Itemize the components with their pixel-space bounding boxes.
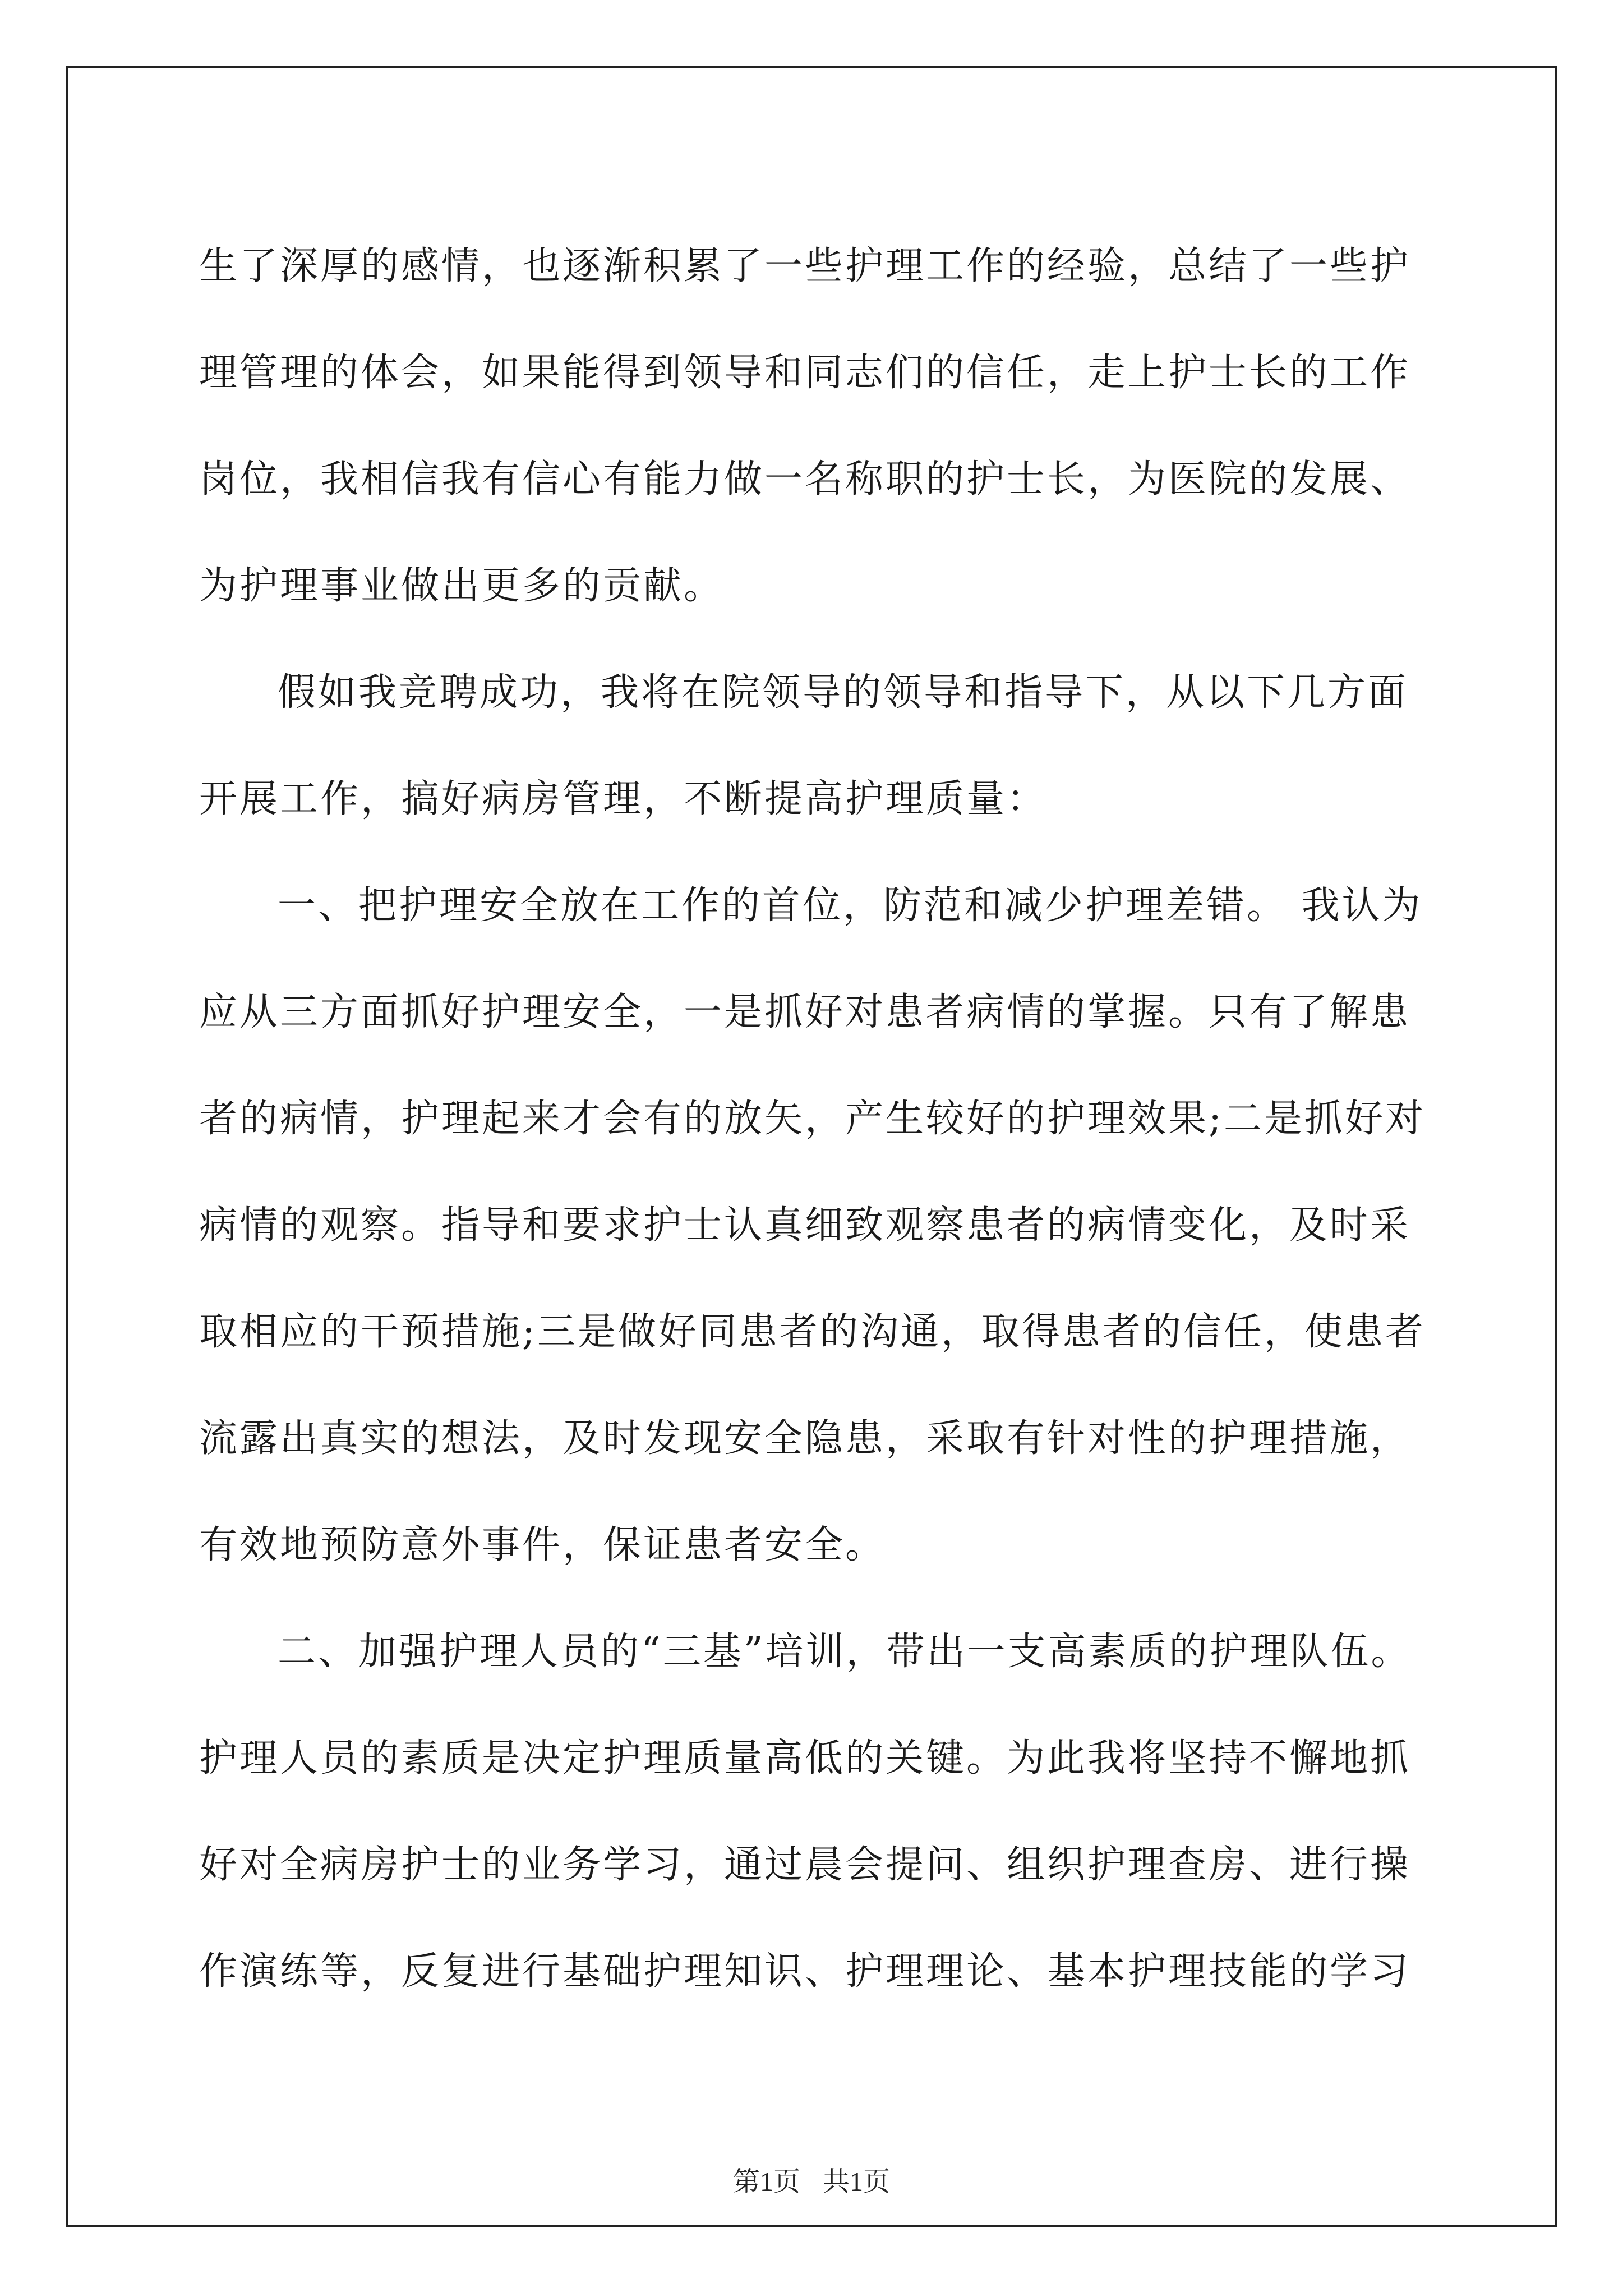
text-line: 假如我竞聘成功，我将在院领导的领导和指导下，从以下几方面 — [278, 670, 1409, 715]
text-line: 为护理事业做出更多的贡献。 — [199, 564, 725, 608]
text-line: 二、加强护理人员的“三基”培训，带出一支高素质的护理队伍。 — [278, 1630, 1412, 1674]
page-footer — [0, 2165, 1623, 2199]
page-number: 第1页 — [732, 2167, 800, 2197]
text-line: 病情的观察。指导和要求护士认真细致观察患者的病情变化，及时采 — [199, 1203, 1411, 1248]
text-line: 者的病情，护理起来才会有的放矢，产生较好的护理效果;二是抓好对 — [199, 1097, 1426, 1141]
text-line: 生了深厚的感情，也逐渐积累了一些护理工作的经验，总结了一些护 — [199, 244, 1411, 288]
text-line: 应从三方面抓好护理安全，一是抓好对患者病情的掌握。只有了解患 — [199, 990, 1411, 1034]
text-line: 岗位，我相信我有信心有能力做一名称职的护士长，为医院的发展、 — [199, 457, 1411, 501]
document-body — [199, 213, 1433, 2025]
text-line: 护理人员的素质是决定护理质量高低的关键。为此我将坚持不懈地抓 — [199, 1736, 1411, 1780]
text-line: 理管理的体会，如果能得到领导和同志们的信任，走上护士长的工作 — [199, 351, 1411, 395]
text-line: 好对全病房护士的业务学习，通过晨会提问、组织护理查房、进行操 — [199, 1843, 1411, 1887]
text-line: 一、把护理安全放在工作的首位，防范和减少护理差错。 我认为 — [278, 884, 1423, 928]
text-line: 取相应的干预措施;三是做好同患者的沟通，取得患者的信任，使患者 — [199, 1310, 1426, 1354]
text-line: 开展工作，搞好病房管理，不断提高护理质量： — [199, 777, 1048, 821]
text-line: 流露出真实的想法，及时发现安全隐患，采取有针对性的护理措施， — [199, 1416, 1411, 1461]
text-line: 作演练等，反复进行基础护理知识、护理理论、基本护理技能的学习 — [199, 1949, 1411, 1994]
text-line: 有效地预防意外事件，保证患者安全。 — [199, 1523, 886, 1567]
page-total: 共1页 — [823, 2167, 891, 2197]
